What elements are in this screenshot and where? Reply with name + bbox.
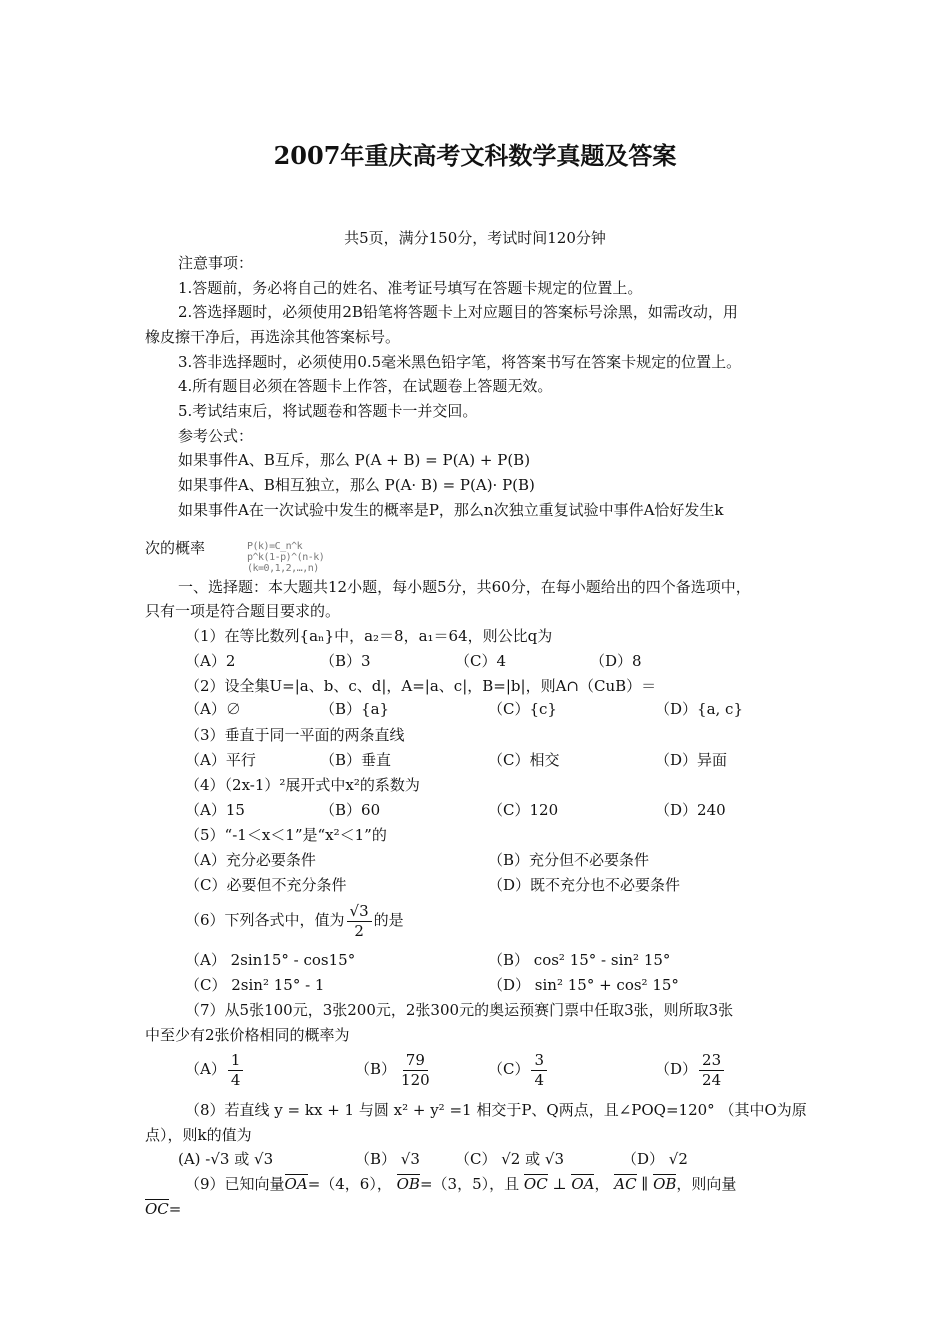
q5-option-d: （D）既不充分也不必要条件	[488, 876, 681, 894]
q7-option-a-label: （A）	[185, 1060, 226, 1078]
vector-oc-2: OC	[145, 1200, 169, 1218]
rule-1: 1.答题前，务必将自己的姓名、准考证号填写在答题卡规定的位置上。	[178, 279, 643, 297]
q9-lead: （9）已知向量	[185, 1175, 285, 1193]
q6-option-c: （C） 2sin² 15° - 1	[185, 976, 325, 994]
vector-ob: OB	[396, 1175, 420, 1193]
q1-option-a: （A）2	[185, 652, 236, 670]
vector-oc: OC	[523, 1175, 548, 1193]
q9-oa-value: =（4，6），	[307, 1175, 392, 1193]
q9-comma: ，	[594, 1175, 610, 1193]
q7-stem-a: （7）从5张100元，3张200元，2张300元的奥运预赛门票中任取3张，则所取3张	[185, 1001, 734, 1019]
q4-option-d: （D）240	[655, 801, 726, 819]
q7-a-den: 4	[230, 1070, 241, 1089]
q7-b-num: 79	[403, 1051, 428, 1071]
vector-ob-2: OB	[653, 1175, 677, 1193]
vector-oa-2: OA	[571, 1175, 595, 1193]
vector-ac: AC	[614, 1175, 637, 1193]
q9-stem-b	[145, 1199, 181, 1219]
q9-equals: =	[168, 1200, 182, 1218]
perpendicular-symbol: ⊥	[552, 1175, 567, 1193]
section-intro-a: 一、选择题：本大题共12小题，每小题5分，共60分，在每小题给出的四个备选项中，	[178, 578, 751, 596]
rule-5: 5.考试结束后，将试题卷和答题卡一并交回。	[178, 402, 478, 420]
q6-option-a: （A） 2sin15° - cos15°	[185, 951, 356, 969]
q1-stem: （1）在等比数列{aₙ}中，a₂＝8，a₁＝64，则公比q为	[185, 627, 553, 645]
formula-3a: 如果事件A在一次试验中发生的概率是P，那么n次独立重复试验中事件A恰好发生k	[178, 501, 724, 519]
q6-option-b: （B） cos² 15° - sin² 15°	[488, 951, 671, 969]
q9-ob-value: =（3，5），且	[419, 1175, 520, 1193]
rule-2a: 2.答选择题时，必须使用2B铅笔将答题卡上对应题目的答案标号涂黑，如需改动，用	[178, 303, 738, 321]
q4-option-a: （A）15	[185, 801, 245, 819]
vector-oa: OA	[284, 1175, 308, 1193]
q7-d-den: 24	[702, 1070, 722, 1089]
q5-option-b: （B）充分但不必要条件	[488, 851, 650, 869]
q2-stem: （2）设全集U=|a、b、c、d|，A=|a、c|，B=|b|，则A∩（CuB）＝	[185, 677, 657, 695]
section-intro-b: 只有一项是符合题目要求的。	[145, 602, 341, 620]
q8-stem-b: 点），则k的值为	[145, 1126, 252, 1144]
q7-option-b	[355, 1050, 435, 1090]
formula-2: 如果事件A、B相互独立，那么 P(A· B) = P(A)· P(B)	[178, 476, 535, 494]
q7-option-c	[488, 1050, 549, 1090]
page-title: 2007年重庆高考文科数学真题及答案	[273, 141, 677, 170]
q6-fraction	[347, 902, 372, 941]
q1-option-d: （D）8	[590, 652, 642, 670]
q7-a-num: 1	[228, 1051, 244, 1071]
q7-option-d-fraction	[699, 1051, 724, 1090]
q3-stem: （3）垂直于同一平面的两条直线	[185, 726, 405, 744]
binomial-formula-image: P(k)=C_n^k p^k(1-p)^(n-k) (k=0,1,2,…,n)	[247, 541, 325, 574]
q2-option-b: （B）{a}	[320, 700, 390, 718]
q7-stem-b: 中至少有2张价格相同的概率为	[145, 1026, 350, 1044]
q7-c-num: 3	[531, 1051, 547, 1071]
formula-heading: 参考公式：	[178, 427, 254, 445]
q7-option-b-fraction	[398, 1051, 433, 1090]
q8-option-d: （D） √2	[622, 1150, 688, 1168]
q2-option-c: （C）{c}	[488, 700, 557, 718]
q4-stem: （4）（2x-1）²展开式中x²的系数为	[185, 776, 420, 794]
q8-option-b: （B） √3	[355, 1150, 420, 1168]
q7-b-den: 120	[401, 1070, 430, 1089]
q7-c-den: 4	[534, 1070, 545, 1089]
q7-option-d	[655, 1050, 726, 1090]
parallel-symbol: ∥	[641, 1175, 649, 1193]
q3-option-b: （B）垂直	[320, 751, 392, 769]
q3-option-d: （D）异面	[655, 751, 728, 769]
q2-option-d: （D）{a, c}	[655, 700, 743, 718]
q7-option-c-label: （C）	[488, 1060, 530, 1078]
q8-stem-a: （8）若直线 y = kx + 1 与圆 x² + y² =1 相交于P、Q两点，且∠POQ=120° （其中O为原	[185, 1101, 807, 1119]
rule-2b: 橡皮擦干净后，再选涂其他答案标号。	[145, 328, 401, 346]
q7-option-a	[185, 1050, 245, 1090]
q5-option-c: （C）必要但不充分条件	[185, 876, 347, 894]
q1-option-c: （C）4	[455, 652, 507, 670]
q6-fraction-den: 2	[354, 921, 364, 940]
q9-tail: ，则向量	[676, 1175, 737, 1193]
q2-option-a: （A）∅	[185, 700, 241, 718]
formula-1: 如果事件A、B互斥，那么 P(A + B) = P(A) + P(B)	[178, 451, 531, 469]
rule-4: 4.所有题目必须在答题卡上作答，在试题卷上答题无效。	[178, 377, 553, 395]
q7-option-b-label: （B）	[355, 1060, 397, 1078]
q6-stem-b: 的是	[373, 911, 404, 929]
rule-3: 3.答非选择题时，必须使用0.5毫米黑色铅字笔，将答案书写在答案卡规定的位置上。	[178, 353, 742, 371]
notice-heading: 注意事项：	[178, 254, 254, 272]
q3-option-a: （A）平行	[185, 751, 256, 769]
q8-option-a: (A) -√3 或 √3	[178, 1150, 274, 1168]
q6-stem	[185, 900, 404, 941]
q7-option-a-fraction	[228, 1051, 244, 1090]
q9-stem	[185, 1174, 736, 1194]
q6-option-d: （D） sin² 15° + cos² 15°	[488, 976, 679, 994]
q6-fraction-num: √3	[347, 902, 372, 922]
q7-d-num: 23	[699, 1051, 724, 1071]
q6-stem-a: （6）下列各式中，值为	[185, 911, 345, 929]
q7-option-c-fraction	[531, 1051, 547, 1090]
q4-option-b: （B）60	[320, 801, 381, 819]
q8-option-c: （C） √2 或 √3	[455, 1150, 564, 1168]
q3-option-c: （C）相交	[488, 751, 560, 769]
q7-option-d-label: （D）	[655, 1060, 698, 1078]
q5-stem: （5）“-1＜x＜1”是“x²＜1”的	[185, 826, 387, 844]
exam-info: 共5页，满分150分，考试时间120分钟	[344, 229, 606, 247]
formula-3b: 次的概率	[145, 539, 206, 557]
q5-option-a: （A）充分必要条件	[185, 851, 316, 869]
q1-option-b: （B）3	[320, 652, 371, 670]
q4-option-c: （C）120	[488, 801, 559, 819]
